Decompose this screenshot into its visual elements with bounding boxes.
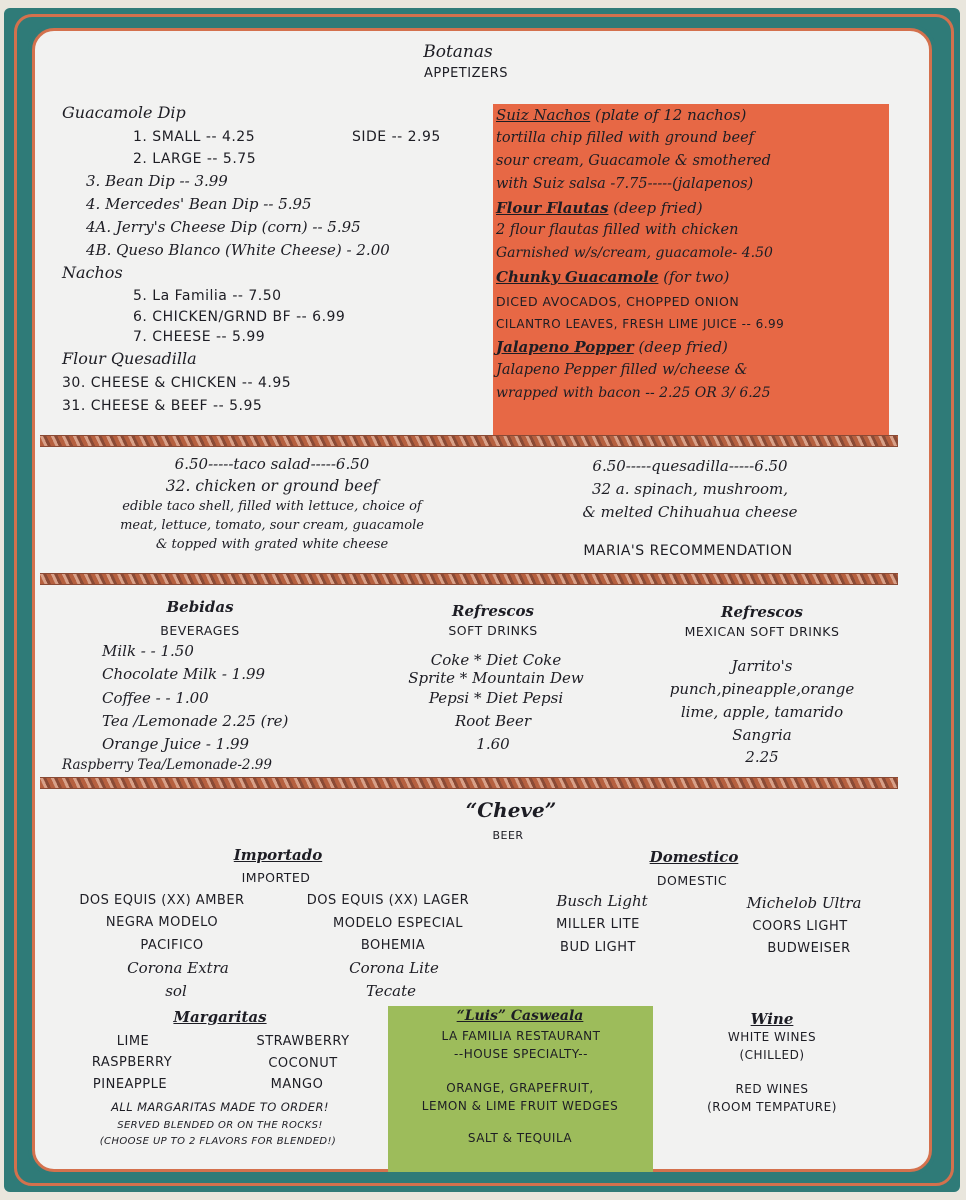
marias-recommendation: MARIA'S RECOMMENDATION bbox=[583, 543, 793, 559]
botanas-subtitle: APPETIZERS bbox=[424, 66, 508, 81]
bebida-item: Milk - - 1.50 bbox=[102, 642, 194, 660]
nachos-familia: 5. La Familia -- 7.50 bbox=[133, 288, 282, 304]
mexican-refrescos-title: Refrescos bbox=[721, 603, 803, 621]
suiz-title: Suiz Nachos bbox=[496, 106, 591, 124]
margarita-flavor: PINEAPPLE bbox=[92, 1077, 168, 1092]
domestic-beer: Busch Light bbox=[556, 892, 648, 910]
bebidas-title: Bebidas bbox=[166, 598, 234, 616]
chunky-note: (for two) bbox=[663, 268, 730, 286]
domestic-beer: BUD LIGHT bbox=[560, 940, 636, 955]
refrescos-subtitle: SOFT DRINKS bbox=[448, 623, 538, 638]
chunky-desc-1: DICED AVOCADOS, CHOPPED ONION bbox=[496, 294, 740, 309]
import-beer: sol bbox=[165, 982, 187, 1000]
margarita-flavor: MANGO bbox=[270, 1077, 324, 1092]
margarita-note-2: SERVED BLENDED OR ON THE ROCKS! bbox=[117, 1120, 323, 1131]
divider-3 bbox=[40, 777, 898, 789]
importado-subtitle: IMPORTED bbox=[241, 870, 311, 885]
mexican-item: punch,pineapple,orange bbox=[669, 680, 855, 698]
flautas-desc-2: Garnished w/s/cream, guacamole- 4.50 bbox=[496, 245, 773, 261]
quesadilla-31: 31. CHEESE & BEEF -- 5.95 bbox=[62, 398, 263, 414]
bebidas-subtitle: BEVERAGES bbox=[160, 623, 240, 638]
bebida-item: Chocolate Milk - 1.99 bbox=[102, 665, 266, 683]
queso-blanco: 4B. Queso Blanco (White Cheese) - 2.00 bbox=[86, 241, 390, 259]
domestic-beer: MILLER LITE bbox=[556, 917, 640, 932]
margarita-flavor: STRAWBERRY bbox=[256, 1034, 350, 1049]
bebida-item: Raspberry Tea/Lemonade-2.99 bbox=[62, 757, 272, 773]
jerrys-cheese-dip: 4A. Jerry's Cheese Dip (corn) -- 5.95 bbox=[86, 218, 361, 236]
flautas-line bbox=[496, 199, 703, 217]
quesadilla-special-title: 6.50-----quesadilla-----6.50 bbox=[592, 457, 788, 475]
flautas-desc-1: 2 flour flautas filled with chicken bbox=[496, 222, 739, 238]
import-beer: PACIFICO bbox=[140, 938, 204, 953]
refresco-item: 1.60 bbox=[476, 735, 510, 753]
bebida-item: Tea /Lemonade 2.25 (re) bbox=[102, 712, 289, 730]
quesadilla-special-line-1: 32 a. spinach, mushroom, bbox=[591, 480, 789, 498]
bebida-item: Coffee - - 1.00 bbox=[102, 689, 209, 707]
mexican-refrescos-subtitle: MEXICAN SOFT DRINKS bbox=[684, 624, 840, 639]
quesadilla-special-line-2: & melted Chihuahua cheese bbox=[582, 503, 798, 521]
nachos-header: Nachos bbox=[62, 263, 123, 282]
mercedes-bean-dip: 4. Mercedes' Bean Dip -- 5.95 bbox=[86, 195, 312, 213]
suiz-desc-1: tortilla chip filled with ground beef bbox=[496, 130, 755, 146]
suiz-line bbox=[496, 106, 746, 124]
quesadilla-header: Flour Quesadilla bbox=[62, 349, 197, 368]
botanas-title: Botanas bbox=[423, 42, 493, 62]
luis-line-4: LEMON & LIME FRUIT WEDGES bbox=[421, 1099, 619, 1113]
luis-title: “Luis” Casweala bbox=[456, 1008, 584, 1024]
refresco-item: Coke * Diet Coke bbox=[430, 651, 562, 669]
bean-dip: 3. Bean Dip -- 3.99 bbox=[86, 172, 228, 190]
refrescos-title: Refrescos bbox=[452, 602, 534, 620]
margarita-flavor: LIME bbox=[116, 1034, 150, 1049]
wine-red: RED WINES bbox=[735, 1082, 809, 1096]
cheve-subtitle: BEER bbox=[492, 829, 524, 842]
mexican-item: Jarrito's bbox=[731, 657, 793, 675]
import-beer: Corona Lite bbox=[349, 959, 439, 977]
popper-desc-2: wrapped with bacon -- 2.25 OR 3/ 6.25 bbox=[496, 385, 771, 401]
margarita-flavor: COCONUT bbox=[268, 1056, 338, 1071]
domestic-beer: Michelob Ultra bbox=[746, 894, 862, 912]
taco-salad-line-1: 32. chicken or ground beef bbox=[165, 477, 379, 495]
guacamole-large: 2. LARGE -- 5.75 bbox=[133, 151, 257, 167]
nachos-chicken: 6. CHICKEN/GRND BF -- 6.99 bbox=[133, 309, 346, 325]
suiz-note: (plate of 12 nachos) bbox=[595, 106, 747, 124]
bebida-item: Orange Juice - 1.99 bbox=[102, 735, 250, 753]
flautas-title: Flour Flautas bbox=[496, 199, 609, 217]
margarita-note-3: (CHOOSE UP TO 2 FLAVORS FOR BLENDED!) bbox=[99, 1136, 337, 1147]
margarita-flavor: RASPBERRY bbox=[91, 1055, 173, 1070]
import-beer: Tecate bbox=[366, 982, 416, 1000]
luis-line-2: --HOUSE SPECIALTY-- bbox=[454, 1047, 588, 1061]
taco-salad-line-2: edible taco shell, filled with lettuce, choice of bbox=[122, 499, 422, 514]
guacamole-small: 1. SMALL -- 4.25 bbox=[133, 129, 256, 145]
domestic-beer: COORS LIGHT bbox=[752, 919, 848, 934]
margarita-note-1: ALL MARGARITAS MADE TO ORDER! bbox=[111, 1100, 329, 1114]
guacamole-side: SIDE -- 2.95 bbox=[352, 129, 441, 145]
refresco-item: Root Beer bbox=[454, 712, 532, 730]
popper-desc-1: Jalapeno Pepper filled w/cheese & bbox=[496, 362, 748, 378]
wine-white: WHITE WINES bbox=[727, 1030, 817, 1044]
domestico-title: Domestico bbox=[649, 848, 739, 866]
import-beer: Corona Extra bbox=[127, 959, 229, 977]
divider-2 bbox=[40, 573, 898, 585]
taco-salad-line-4: & topped with grated white cheese bbox=[155, 537, 389, 552]
chunky-line bbox=[496, 268, 729, 286]
import-beer: MODELO ESPECIAL bbox=[333, 916, 463, 931]
wine-title: Wine bbox=[750, 1010, 794, 1028]
quesadilla-30: 30. CHEESE & CHICKEN -- 4.95 bbox=[62, 375, 292, 391]
taco-salad-title: 6.50-----taco salad-----6.50 bbox=[174, 455, 370, 473]
refresco-item: Pepsi * Diet Pepsi bbox=[428, 689, 564, 707]
popper-line bbox=[496, 338, 728, 356]
guacamole-header: Guacamole Dip bbox=[62, 103, 186, 122]
popper-note: (deep fried) bbox=[638, 338, 728, 356]
wine-white-note: (CHILLED) bbox=[739, 1048, 805, 1062]
luis-line-1: LA FAMILIA RESTAURANT bbox=[441, 1029, 601, 1043]
refresco-item: Sprite * Mountain Dew bbox=[408, 669, 584, 687]
taco-salad-line-3: meat, lettuce, tomato, sour cream, guacamole bbox=[120, 518, 424, 533]
suiz-desc-3: with Suiz salsa -7.75-----(jalapenos) bbox=[496, 176, 754, 192]
mexican-item: Sangria bbox=[732, 726, 792, 744]
flautas-note: (deep fried) bbox=[613, 199, 703, 217]
wine-red-note: (ROOM TEMPATURE) bbox=[707, 1100, 837, 1114]
import-beer: NEGRA MODELO bbox=[105, 915, 219, 930]
luis-line-5: SALT & TEQUILA bbox=[467, 1131, 573, 1145]
cheve-title: “Cheve” bbox=[465, 798, 557, 822]
mexican-item: lime, apple, tamarido bbox=[680, 703, 844, 721]
chunky-desc-2: CILANTRO LEAVES, FRESH LIME JUICE -- 6.99 bbox=[496, 317, 785, 331]
popper-title: Jalapeno Popper bbox=[496, 338, 634, 356]
luis-line-3: ORANGE, GRAPEFRUIT, bbox=[446, 1081, 594, 1095]
import-beer: BOHEMIA bbox=[360, 938, 426, 953]
mexican-item: 2.25 bbox=[745, 748, 779, 766]
suiz-desc-2: sour cream, Guacamole & smothered bbox=[496, 153, 771, 169]
chunky-title: Chunky Guacamole bbox=[496, 268, 659, 286]
nachos-cheese: 7. CHEESE -- 5.99 bbox=[133, 329, 266, 345]
domestic-beer: BUDWEISER bbox=[767, 941, 851, 956]
import-beer: DOS EQUIS (XX) LAGER bbox=[306, 893, 470, 908]
domestico-subtitle: DOMESTIC bbox=[656, 873, 728, 888]
divider-1 bbox=[40, 435, 898, 447]
importado-title: Importado bbox=[233, 846, 323, 864]
margaritas-title: Margaritas bbox=[173, 1008, 267, 1026]
import-beer: DOS EQUIS (XX) AMBER bbox=[79, 893, 245, 908]
